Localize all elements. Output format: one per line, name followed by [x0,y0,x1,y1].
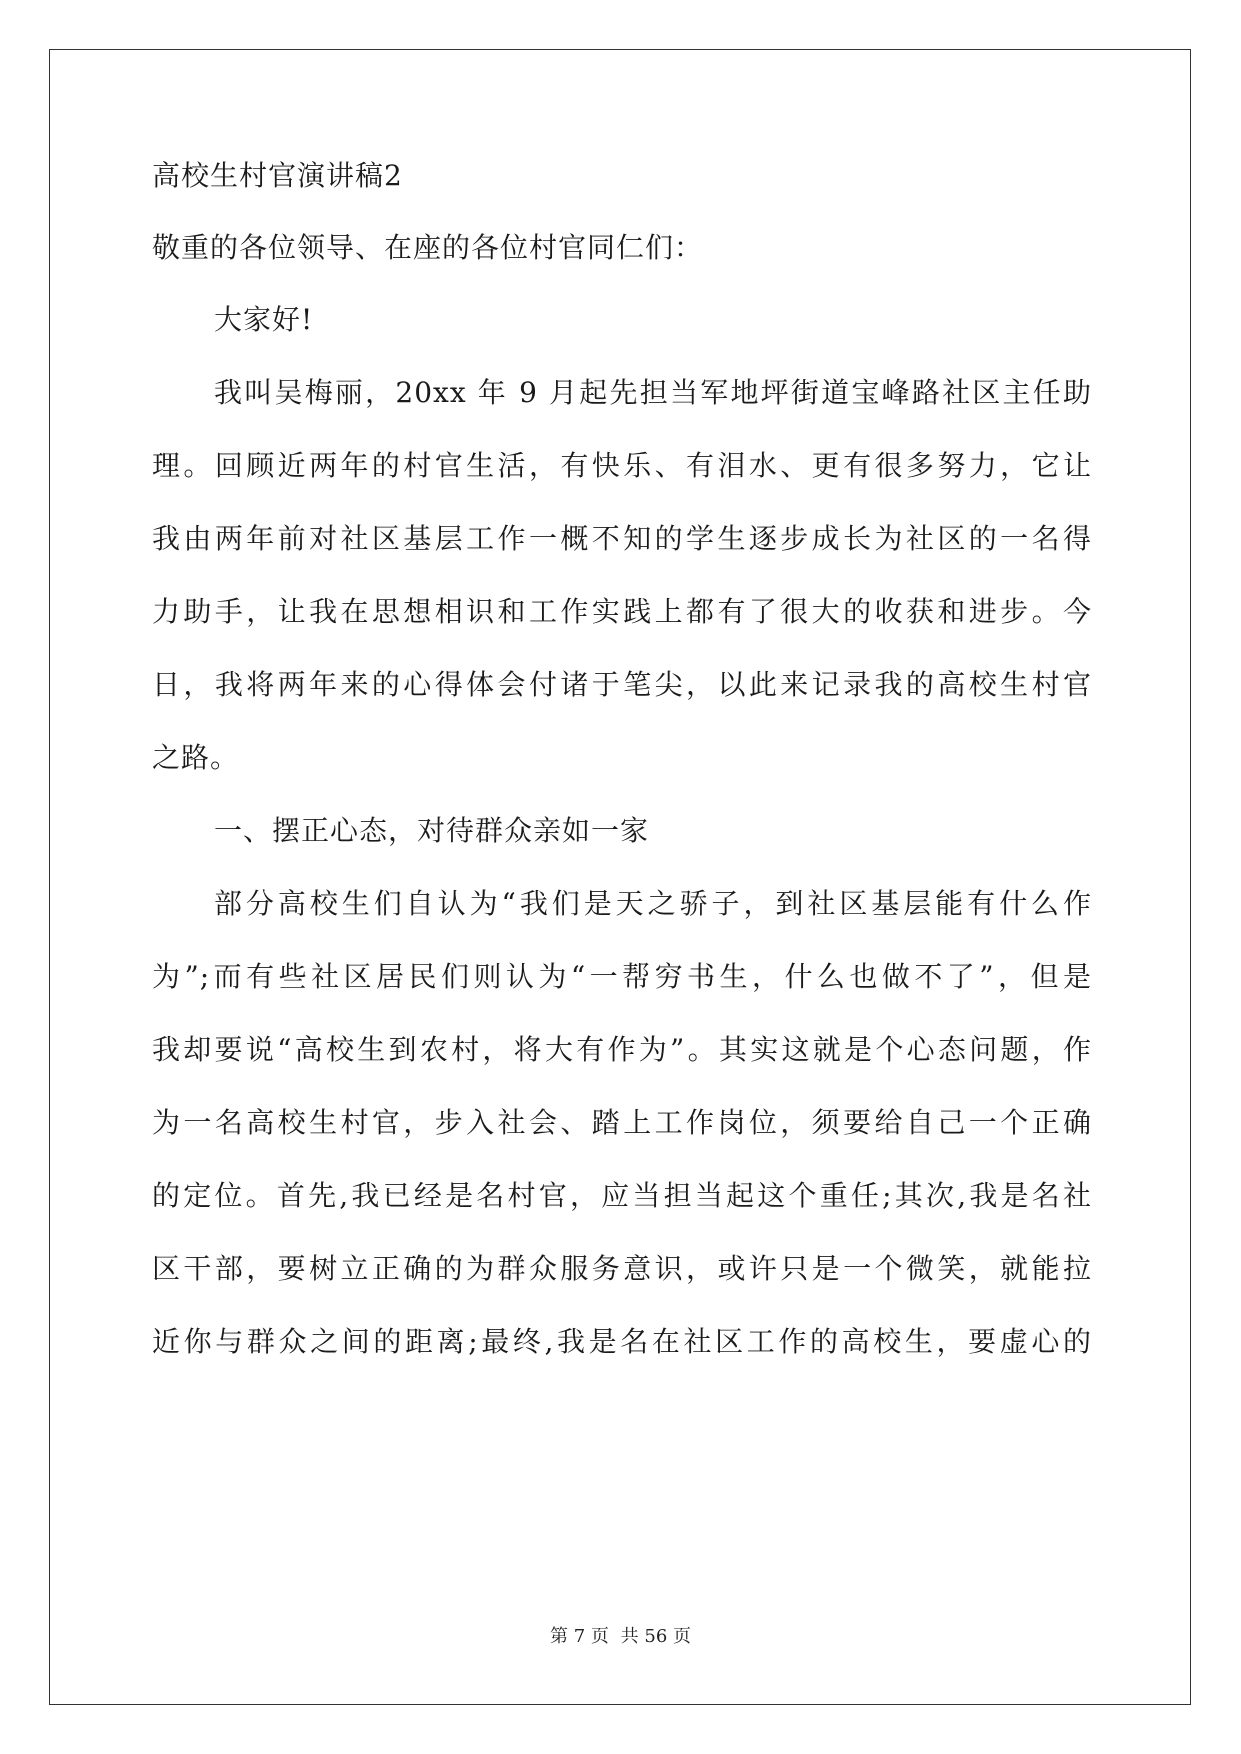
document-title: 高校生村官演讲稿2 [152,159,403,192]
paragraph-line: 理。回顾近两年的村官生活，有快乐、有泪水、更有很多努力，它让 [152,449,1092,482]
paragraph-line: 我却要说“高校生到农村，将大有作为”。其实这就是个心态问题，作 [152,1033,1092,1066]
paragraph-line: 我由两年前对社区基层工作一概不知的学生逐步成长为社区的一名得 [152,522,1092,555]
salutation: 敬重的各位领导、在座的各位村官同仁们： [152,231,704,264]
paragraph-line: 近你与群众之间的距离;最终,我是名在社区工作的高校生，要虚心的 [152,1325,1092,1358]
paragraph-line: 区干部，要树立正确的为群众服务意识，或许只是一个微笑，就能拉 [152,1252,1092,1285]
paragraph-line: 我叫吴梅丽，20xx 年 9 月起先担当军地坪街道宝峰路社区主任助 [214,376,1092,409]
page-total: 共 56 页 [620,1626,691,1647]
paragraph-line: 日，我将两年来的心得体会付诸于笔尖，以此来记录我的高校生村官 [152,668,1092,701]
paragraph-line: 之路。 [152,741,240,774]
paragraph-line: 为一名高校生村官，步入社会、踏上工作岗位，须要给自己一个正确 [152,1106,1092,1139]
paragraph-line: 力助手，让我在思想相识和工作实践上都有了很大的收获和进步。今 [152,595,1092,628]
page-border [49,49,1191,1705]
page-number: 第 7 页 [550,1626,609,1647]
section-heading: 一、摆正心态，对待群众亲如一家 [214,814,650,847]
paragraph-line: 的定位。首先,我已经是名村官，应当担当起这个重任;其次,我是名社 [152,1179,1092,1212]
page-footer [0,1624,1241,1650]
paragraph-line: 大家好! [214,303,314,336]
paragraph-line: 为”;而有些社区居民们则认为“一帮穷书生，什么也做不了”，但是 [152,960,1092,993]
paragraph-line: 部分高校生们自认为“我们是天之骄子，到社区基层能有什么作 [214,887,1092,920]
